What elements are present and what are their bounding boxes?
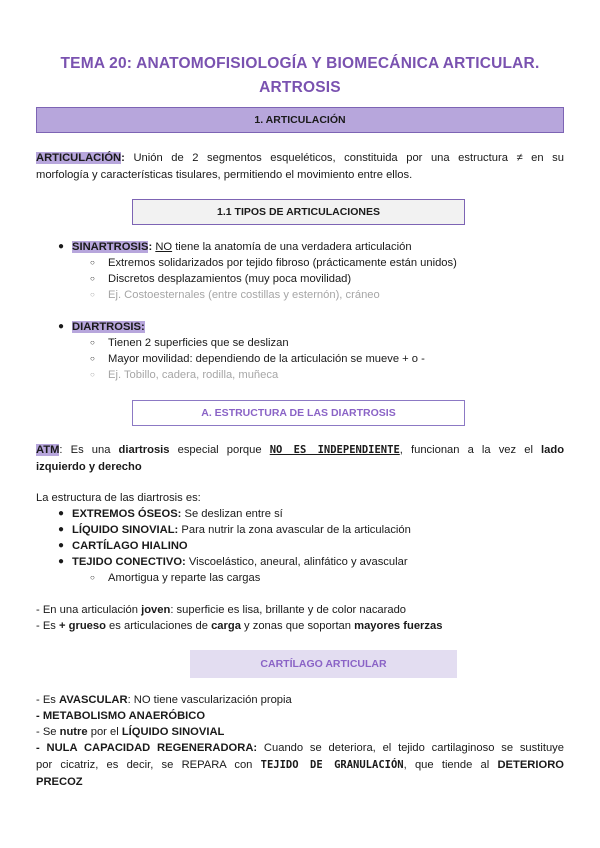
definition-line-2: morfología y características tisulares, permitiendo el movimiento entre ellos. — [36, 169, 413, 181]
atm-line-2: izquierdo y derecho — [36, 461, 142, 473]
section-heading-cartilago: CARTÍLAGO ARTICULAR — [190, 650, 457, 678]
circle-bullet-icon: ○ — [90, 354, 95, 363]
articulacion-definition — [36, 150, 564, 184]
title-line-1: TEMA 20: ANATOMOFISIOLOGÍA Y BIOMECÁNICA ARTICULAR. — [60, 55, 540, 72]
bullet-icon: ● — [58, 508, 65, 519]
no-underlined: NO — [155, 241, 173, 253]
section-heading-estructura: A. ESTRUCTURA DE LAS DIARTROSIS — [132, 400, 465, 426]
bullet-icon: ● — [58, 321, 65, 332]
section-heading-tipos: 1.1 TIPOS DE ARTICULACIONES — [132, 199, 465, 225]
definition-line-1: ARTICULACIÓN: Unión de 2 segmentos esqueléticos, constituida por una estructura ≠ en su — [36, 152, 564, 164]
estructura-intro: La estructura de las diartrosis es: — [36, 492, 201, 504]
cartilago-line: - Es AVASCULAR: NO tiene vascularización propia — [36, 694, 292, 706]
circle-bullet-icon: ○ — [90, 290, 95, 299]
page-title — [30, 52, 570, 100]
joven-line: - En una articulación joven: superficie es lisa, brillante y de color nacarado — [36, 604, 407, 616]
bullet-icon: ● — [58, 524, 65, 535]
title-line-2: ARTROSIS — [259, 79, 341, 96]
cartilago-line: - METABOLISMO ANAERÓBICO — [36, 710, 206, 722]
document-page: TEMA 20: ANATOMOFISIOLOGÍA Y BIOMECÁNICA ARTICULAR. ARTROSIS 1. ARTICULACIÓN ARTICULACIÓN: Unión de 2 segmentos esqueléticos, constituida por una estructura ≠ en su morfología y características tisulares, permitiendo el movimiento entre ellos. 1.1 TIPOS DE ARTICULACIONES ● SINARTROSIS: NO tiene la anatomía de una verdadera articulación ○ Extremos solidarizados por tejido fibroso (prácticamente están unidos) ○ Discretos desplazamientos (muy poca movilidad) ○ Ej. Costoesternales (entre costillas y esternón), cráneo ● DIARTROSIS: ○ Tienen 2 superficies que se deslizan ○ Mayor movilidad: dependiendo de la articulación se mueve + o - ○ Ej. Tobillo, cadera, rodilla, muñeca A. ESTRUCTURA DE LAS DIARTROSIS ATM: Es una diartrosis especial porque NO ES INDEPENDIENTE, funcionan a la vez el lado izquierdo y derecho La estructura de las diartrosis es: ● EXTREMOS ÓSEOS: Se deslizan entre sí ● LÍQUIDO SINOVIAL: Para nutrir la zona avascular de la articulación ● CARTÍLAGO HIALINO ● TEJIDO CONECTIVO: Viscoelástico, aneural, alinfático y avascular ○ Amortigua y reparte las cargas - En una articulación joven: superficie es lisa, brillante y de color nacarado - Es + grueso es articulaciones de carga y zonas que soportan mayores fuerzas CARTÍLAGO ARTICULAR - Es AVASCULAR: NO tiene vascularización propia - METABOLISMO ANAERÓBICO - Se nutre por el LÍQUIDO SINOVIAL - NULA CAPACIDAD REGENERADORA: Cuando se deteriora, el tejido cartilaginoso se sustituye por cicatriz, es decir, se REPARA con TEJIDO DE GRANULACIÓN, que tiende al DETERIORO PRECOZ — [0, 0, 600, 848]
section-heading-articulacion: 1. ARTICULACIÓN — [36, 107, 564, 133]
term-diartrosis: DIARTROSIS — [72, 321, 141, 333]
no-independiente: NO ES INDEPENDIENTE — [269, 444, 400, 456]
bullet-icon: ● — [58, 241, 65, 252]
bullet-icon: ● — [58, 556, 65, 567]
circle-bullet-icon: ○ — [90, 370, 95, 379]
circle-bullet-icon: ○ — [90, 573, 95, 582]
term-articulacion: ARTICULACIÓN — [36, 152, 122, 164]
bullet-icon: ● — [58, 540, 65, 551]
term-atm: ATM — [36, 444, 60, 456]
cartilago-paragraph: - NULA CAPACIDAD REGENERADORA: Cuando se deteriora, el tejido cartilaginoso se sustituye por cicatriz, es decir, se REPARA con TEJIDO DE GRANULACIÓN, que tiende al DETERIORO PRECOZ — [36, 742, 564, 788]
circle-bullet-icon: ○ — [90, 258, 95, 267]
term-sinartrosis: SINARTROSIS — [72, 241, 149, 253]
cartilago-line: - Se nutre por el LÍQUIDO SINOVIAL — [36, 726, 225, 738]
circle-bullet-icon: ○ — [90, 338, 95, 347]
atm-paragraph — [36, 442, 564, 476]
atm-line-1: ATM: Es una diartrosis especial porque NO ES INDEPENDIENTE, funcionan a la vez el lado — [36, 444, 565, 456]
grueso-line: - Es + grueso es articulaciones de carga y zonas que soportan mayores fuerzas — [36, 620, 443, 632]
circle-bullet-icon: ○ — [90, 274, 95, 283]
